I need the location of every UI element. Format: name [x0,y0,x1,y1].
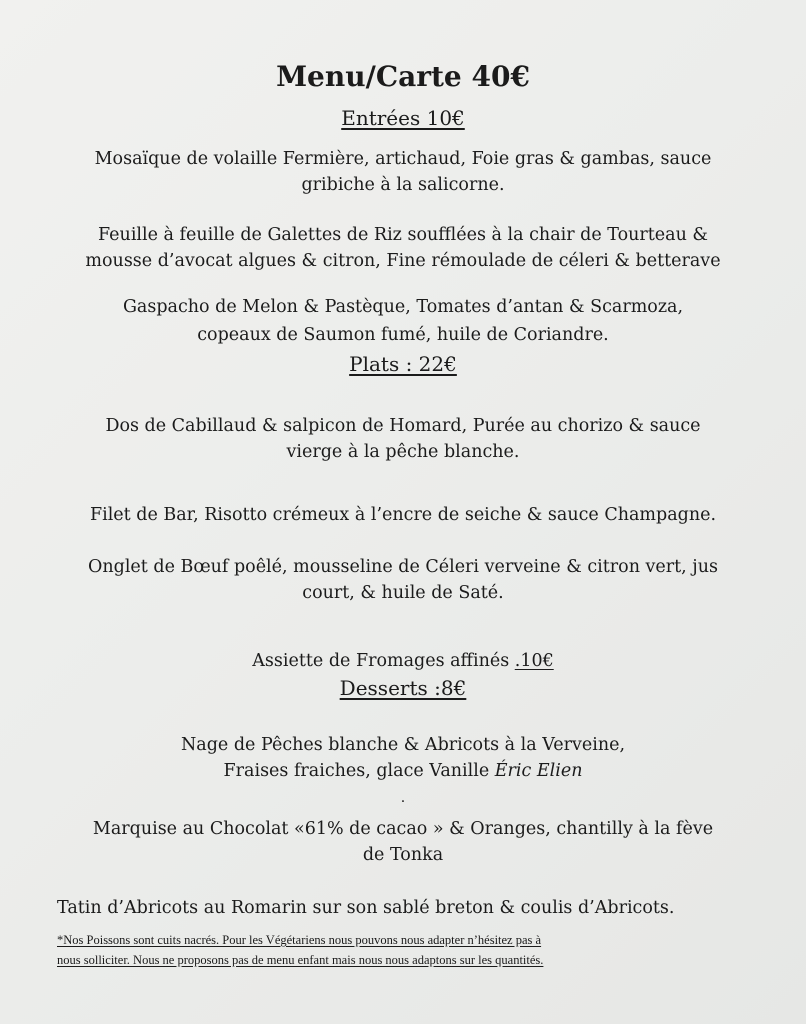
fromage-line [0,648,806,674]
desserts-heading: Desserts :8€ [339,676,467,700]
dessert-1-line-2 [0,758,806,784]
fromage-price: .10€ [514,651,554,671]
plat-3-line-1: Onglet de Bœuf poêlé, mousseline de Céleri verveine & citron vert, jus [88,557,718,577]
entrees-heading: Entrées 10€ [341,106,465,130]
plat-1-line-2: vierge à la pêche blanche. [286,442,520,462]
entree-1-line-1: Mosaïque de volaille Fermière, artichaud, Foie gras & gambas, sauce [94,149,712,169]
footnote-line-1: *Nos Poissons sont cuits nacrés. Pour les Végétariens nous pouvons nous adapter n’hésitez pas à [57,933,542,947]
entree-1-line-2: gribiche à la salicorne. [301,175,505,195]
plats-heading: Plats : 22€ [349,352,457,376]
entree-2-line-2: mousse d’avocat algues & citron, Fine rémoulade de céleri & betterave [85,251,721,271]
dessert-1-line-2-text: Fraises fraiches, glace Vanille [223,761,495,781]
entree-2-line-1: Feuille à feuille de Galettes de Riz soufflées à la chair de Tourteau & [98,225,708,245]
menu-title: Menu/Carte 40€ [276,60,530,93]
fromage-text: Assiette de Fromages affinés [252,651,515,671]
plat-3-line-2: court, & huile de Saté. [302,583,504,603]
dessert-separator: . [400,790,406,806]
entree-3-line-2: copeaux de Saumon fumé, huile de Coriandre. [197,325,609,345]
footnote-line-2: nous solliciter. Nous ne proposons pas de menu enfant mais nous nous adaptons sur les quantités. [57,953,544,967]
dessert-1-line-1: Nage de Pêches blanche & Abricots à la Verveine, [180,735,626,755]
dessert-2-line-1: Marquise au Chocolat «61% de cacao » & Oranges, chantilly à la fève [92,819,714,839]
dessert-3-line: Tatin d’Abricots au Romarin sur son sablé breton & coulis d’Abricots. [57,898,675,918]
entree-3-line-1: Gaspacho de Melon & Pastèque, Tomates d’antan & Scarmoza, [122,297,684,317]
plat-1-line-1: Dos de Cabillaud & salpicon de Homard, Purée au chorizo & sauce [105,416,701,436]
plat-2-line-1: Filet de Bar, Risotto crémeux à l’encre de seiche & sauce Champagne. [89,505,717,525]
chef-name: Éric Elien [494,761,583,781]
dessert-2-line-2: de Tonka [362,845,444,865]
